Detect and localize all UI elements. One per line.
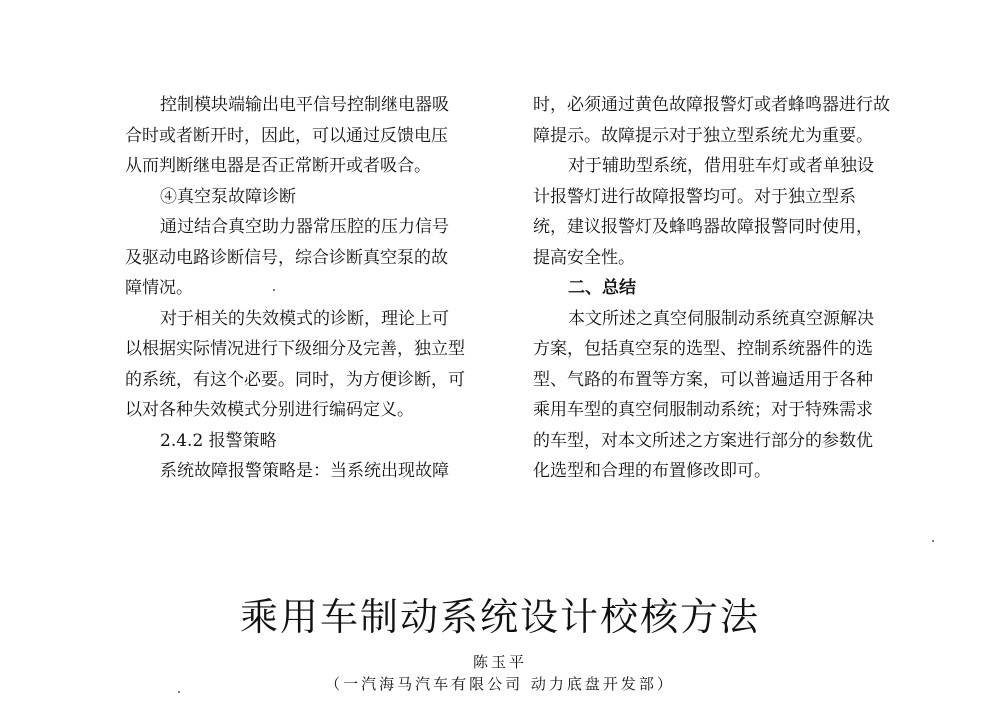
- left-column: [125, 90, 487, 487]
- text-line: 从而判断继电器是否正常断开或者吸合。: [125, 156, 431, 176]
- text-line: 化选型和合理的布置修改即可。: [533, 461, 771, 481]
- scan-speck: [273, 289, 275, 291]
- article-title: 乘用车制动系统设计校核方法: [239, 595, 760, 639]
- text-line: 以根据实际情况进行下级细分及完善，独立型: [125, 339, 465, 359]
- text-line: 障提示。故障提示对于独立型系统尤为重要。: [533, 125, 873, 146]
- text-line: 对于辅助型系统，借用驻车灯或者单独设: [568, 156, 874, 176]
- text-line: 的系统，有这个必要。同时，为方便诊断，可: [125, 369, 465, 390]
- text-line: ④真空泵故障诊断: [160, 186, 296, 207]
- text-line: 型、气路的布置等方案，可以普遍适用于各种: [533, 369, 873, 390]
- text-line: 乘用车型的真空伺服制动系统；对于特殊需求: [533, 400, 873, 420]
- text-line: 时，必须通过黄色故障报警灯或者蜂鸣器进行故: [533, 95, 890, 115]
- scan-speck: [178, 691, 180, 693]
- text-line: 系统故障报警策略是：当系统出现故障: [160, 461, 449, 481]
- text-line: 方案，包括真空泵的选型、控制系统器件的选: [533, 339, 873, 359]
- article-affiliation: （一汽海马汽车有限公司 动力底盘开发部）: [325, 675, 675, 693]
- text-line: 控制模块端输出电平信号控制继电器吸: [160, 95, 449, 115]
- text-line: 统，建议报警灯及蜂鸣器故障报警同时使用，: [533, 217, 873, 237]
- text-line: 以对各种失效模式分别进行编码定义。: [125, 400, 414, 420]
- right-column: [533, 90, 903, 487]
- scan-speck: [932, 540, 934, 542]
- text-line: 合时或者断开时，因此，可以通过反馈电压: [125, 125, 448, 146]
- article-author: 陈玉平: [472, 653, 527, 671]
- text-line: 通过结合真空助力器常压腔的压力信号: [160, 217, 449, 237]
- text-line: 2.4.2 报警策略: [160, 430, 277, 451]
- text-line: 本文所述之真空伺服制动系统真空源解决: [568, 308, 874, 329]
- text-line: 的车型，对本文所述之方案进行部分的参数优: [533, 430, 873, 451]
- text-line: 对于相关的失效模式的诊断，理论上可: [160, 308, 449, 329]
- text-line: 及驱动电路诊断信号，综合诊断真空泵的故: [125, 247, 448, 268]
- text-line: 计报警灯进行故障报警均可。对于独立型系: [533, 186, 856, 207]
- text-line: 障情况。: [125, 278, 193, 298]
- section-heading: 二、总结: [568, 278, 636, 298]
- text-line: 提高安全性。: [533, 247, 635, 268]
